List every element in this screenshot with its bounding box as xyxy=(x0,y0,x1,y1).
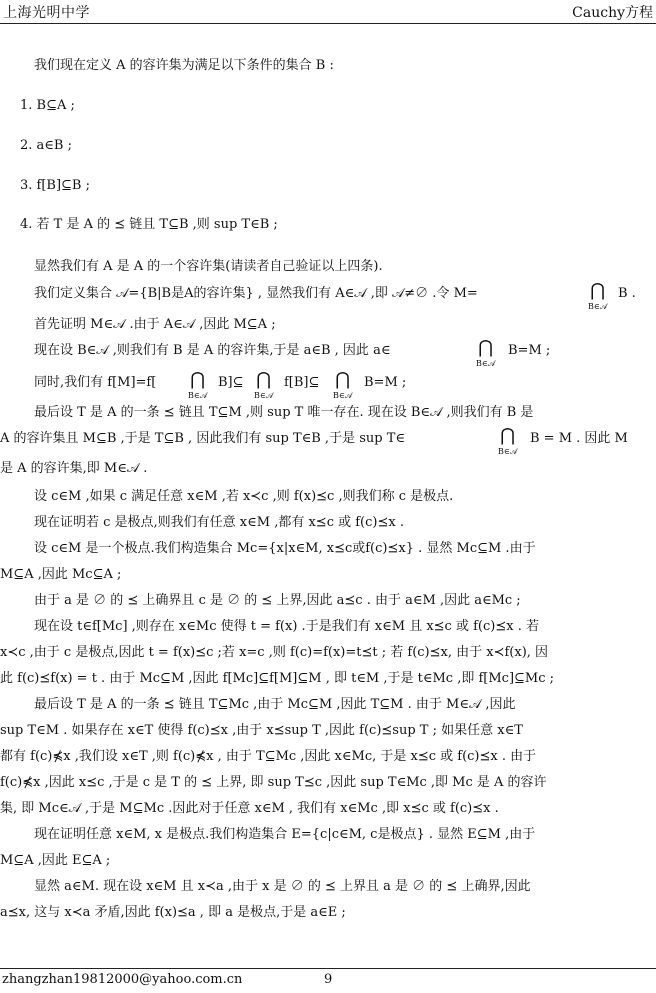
condition-2: 2. a∈B ; xyxy=(20,138,72,153)
intersection-symbol: ⋂ xyxy=(256,369,272,390)
text-line: B]⊆ xyxy=(218,375,244,390)
text-line: 现在证明若 c 是极点,则我们有任意 x∈M ,都有 x⪯c 或 f(c)⪯x . xyxy=(34,515,404,530)
text-line: B=M ; xyxy=(364,375,407,390)
header-rule xyxy=(0,23,656,24)
intersection-index: B∈𝒜 xyxy=(498,447,518,456)
text-line: M⊆A ,因此 E⊆A ; xyxy=(0,853,111,868)
text-line: 同时,我们有 f[M]=f[ xyxy=(34,375,157,390)
intersection-index: B∈𝒜 xyxy=(333,391,353,400)
header-school: 上海光明中学 xyxy=(3,5,90,21)
text-line: 现在设 B∈𝒜 ,则我们有 B 是 A 的容许集,于是 a∈B , 因此 a∈ xyxy=(34,343,391,358)
text-line: sup T∈M . 如果存在 x∈T 使得 f(c)⪯x ,由于 x⪯sup T ,因此 f(c)⪯sup T ; 如果任意 x∈T xyxy=(0,723,523,738)
intersection-index: B∈𝒜 xyxy=(476,359,496,368)
text-line: 显然 a∈M. 现在设 x∈M 且 x≺a ,由于 x 是 ∅ 的 ⪯ 上界且 a 是 ∅ 的 ⪯ 上确界,因此 xyxy=(34,879,531,894)
big-intersection xyxy=(188,371,207,400)
page-footer xyxy=(0,968,656,988)
page-header xyxy=(0,0,656,24)
text-line: B = M . 因此 M xyxy=(530,431,628,446)
text-line: x≺c ,由于 c 是极点,因此 t = f(x)⪯c ;若 x=c ,则 f(c)=f(x)=t⪯t ; 若 f(c)⪯x, 由于 x≺f(x), 因 xyxy=(0,645,549,660)
text-line: 由于 a 是 ∅ 的 ⪯ 上确界且 c 是 ∅ 的 ⪯ 上界,因此 a⪯c . 由于 a∈M ,因此 a∈Mc ; xyxy=(34,593,521,608)
text-line: a⪯x, 这与 x≺a 矛盾,因此 f(x)⪯a , 即 a 是极点,于是 a∈E ; xyxy=(0,905,346,920)
text-line: 我们定义集合 𝒜={B|B是A的容许集} , 显然我们有 A∈𝒜 ,即 𝒜≠∅ .令 M= xyxy=(34,286,478,301)
header-topic: Cauchy方程 xyxy=(572,5,653,21)
text-line: B=M ; xyxy=(508,343,551,358)
intersection-symbol: ⋂ xyxy=(590,280,606,301)
text-line: 设 c∈M 是一个极点.我们构造集合 Mc={x|x∈M, x⪯c或f(c)⪯x} . 显然 Mc⊆M .由于 xyxy=(34,541,536,556)
text-line: A 的容许集且 M⊆B ,于是 T⊆B , 因此我们有 sup T∈B ,于是 sup T∈ xyxy=(0,431,405,446)
big-intersection xyxy=(588,282,607,311)
text-line: 最后设 T 是 A 的一条 ⪯ 链且 T⊆Mc ,由于 Mc⊆M ,因此 T⊆M . 由于 M∈𝒜 ,因此 xyxy=(34,697,516,712)
text-line: 此 f(c)⪯f(x) = t . 由于 Mc⊆M ,因此 f[Mc]⊆f[M]⊆M , 即 t∈M ,于是 t∈Mc ,即 f[Mc]⊆Mc ; xyxy=(0,671,555,686)
footer-email: zhangzhan19812000@yahoo.com.cn xyxy=(2,972,243,987)
text-line: 都有 f(c)⋠x ,我们设 x∈T ,则 f(c)⋠x , 由于 T⊆Mc ,因此 x∈Mc, 于是 x⪯c 或 f(c)⪯x . 由于 xyxy=(0,749,537,764)
big-intersection xyxy=(498,427,517,456)
text-line: 集, 即 Mc∈𝒜 ,于是 M⊆Mc .因此对于任意 x∈M , 我们有 x∈Mc ,即 x⪯c 或 f(c)⪯x . xyxy=(0,801,499,816)
text-line: 设 c∈M ,如果 c 满足任意 x∈M ,若 x≺c ,则 f(x)⪯c ,则我们称 c 是极点. xyxy=(34,489,454,504)
text-line: 我们现在定义 A 的容许集为满足以下条件的集合 B : xyxy=(34,58,334,73)
text-line: 是 A 的容许集,即 M∈𝒜 . xyxy=(0,461,148,476)
big-intersection xyxy=(254,371,273,400)
text-line: 现在证明任意 x∈M, x 是极点.我们构造集合 E={c|c∈M, c是极点} . 显然 E⊆M ,由于 xyxy=(34,827,536,842)
intersection-index: B∈𝒜 xyxy=(254,391,274,400)
text-line: B . xyxy=(618,286,636,301)
text-line: 最后设 T 是 A 的一条 ⪯ 链且 T⊆M ,则 sup T 唯一存在. 现在设 B∈𝒜 ,则我们有 B 是 xyxy=(34,405,534,420)
intersection-index: B∈𝒜 xyxy=(188,391,208,400)
condition-1: 1. B⊆A ; xyxy=(20,98,75,113)
text-line: 首先证明 M∈𝒜 .由于 A∈𝒜 ,因此 M⊆A ; xyxy=(34,317,276,332)
text-line: f[B]⊆ xyxy=(284,375,320,390)
text-line: f(c)⋠x ,因此 x⪯c ,于是 c 是 T 的 ⪯ 上界, 即 sup T⪯c ,因此 sup T∈Mc ,即 Mc 是 A 的容许 xyxy=(0,775,547,790)
intersection-symbol: ⋂ xyxy=(478,337,494,358)
big-intersection xyxy=(333,371,352,400)
text-line: 现在设 t∈f[Mc] ,则存在 x∈Mc 使得 t = f(x) .于是我们有 x∈M 且 x⪯c 或 f(c)⪯x . 若 xyxy=(34,619,539,634)
intersection-symbol: ⋂ xyxy=(190,369,206,390)
intersection-index: B∈𝒜 xyxy=(588,302,608,311)
intersection-symbol: ⋂ xyxy=(335,369,351,390)
footer-rule xyxy=(0,968,656,969)
intersection-symbol: ⋂ xyxy=(500,425,516,446)
condition-3: 3. f[B]⊆B ; xyxy=(20,178,91,193)
condition-4: 4. 若 T 是 A 的 ⪯ 链且 T⊆B ,则 sup T∈B ; xyxy=(20,217,278,232)
big-intersection xyxy=(476,339,495,368)
page-number: 9 xyxy=(324,972,333,987)
text-line: M⊆A ,因此 Mc⊆A ; xyxy=(0,567,122,582)
text-line: 显然我们有 A 是 A 的一个容许集(请读者自己验证以上四条). xyxy=(34,259,383,274)
